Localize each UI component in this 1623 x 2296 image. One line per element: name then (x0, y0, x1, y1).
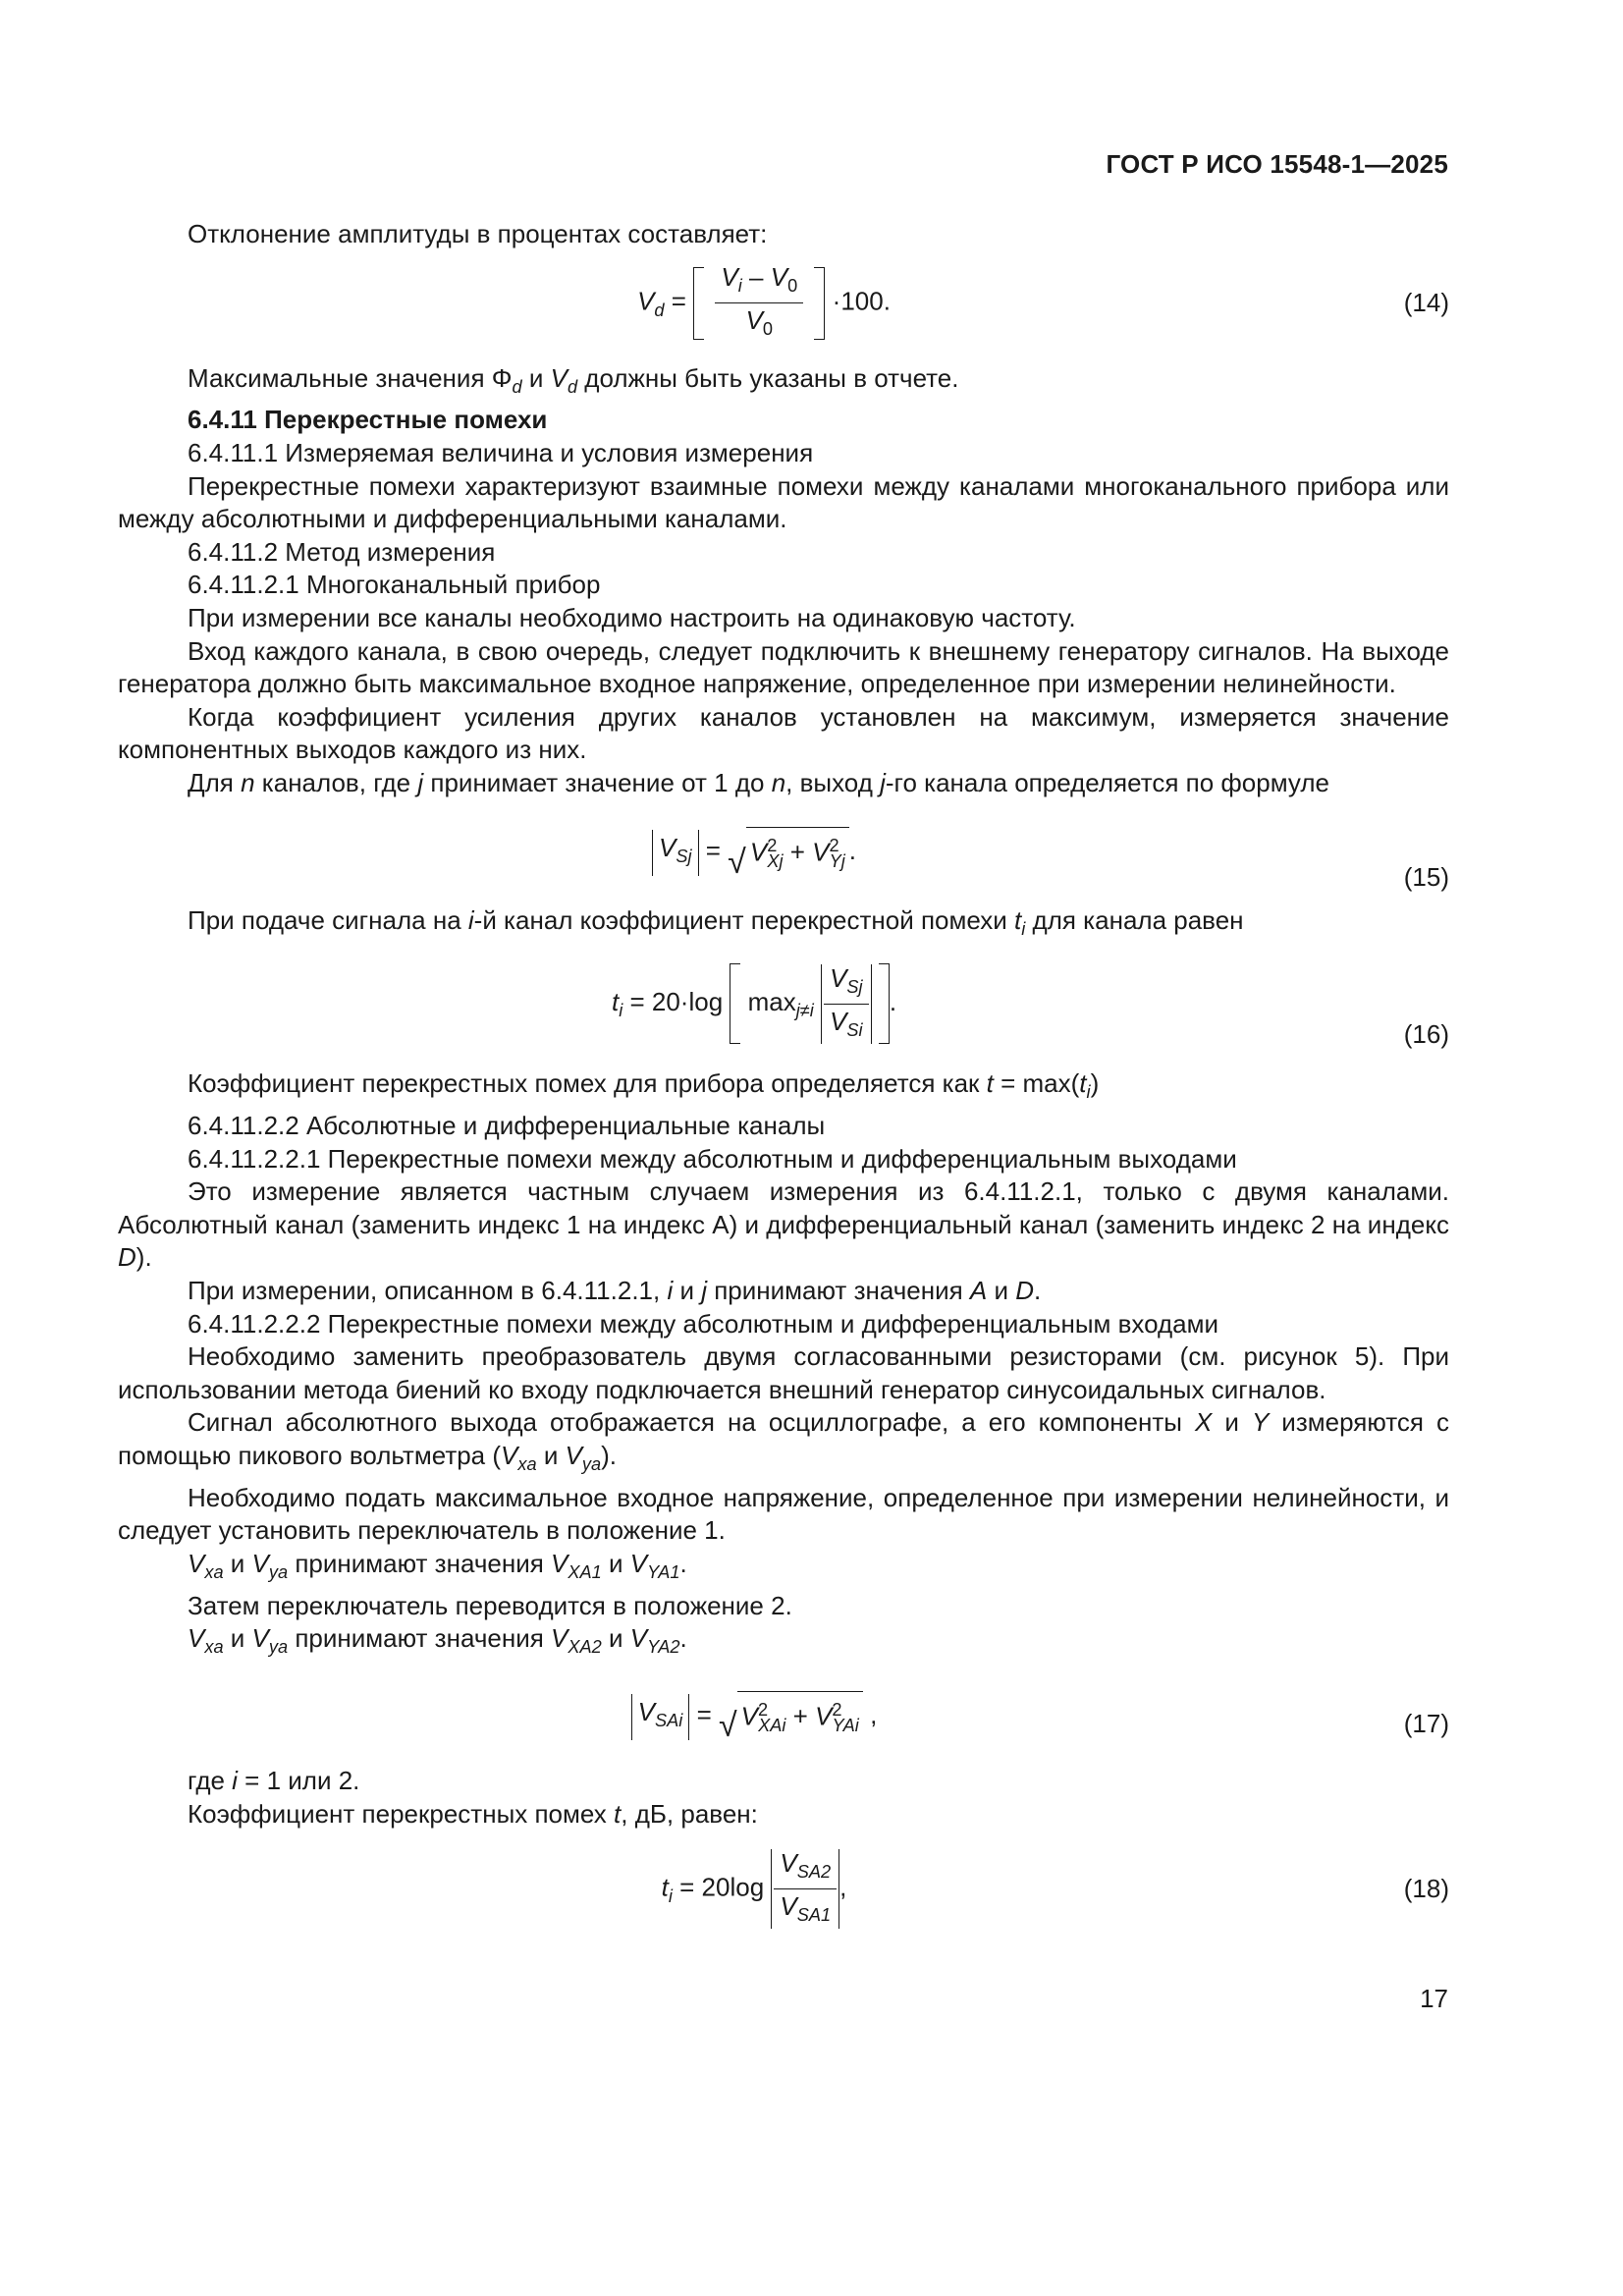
section-heading-6-4-11-2: 6.4.11.2 Метод измерения (188, 536, 496, 567)
formula-15: $V_{Sj}$ = √ $V^2_{Xj} + V^2_{Yj}$ . (15) (118, 806, 1449, 901)
formula-14-fraction: $\frac{V_i - V_0}{V_0}$ (715, 263, 803, 343)
paragraph-replace-transducer: Необходимо заменить преобразователь двумя согласованными резисторами (см. рисунок 5). При использовании метода биений ко входу подключается внешний генератор синусоидальных сигналов. (118, 1341, 1449, 1404)
page-content (118, 218, 1449, 1942)
paragraph-values-ij: При измерении, описанном в 6.4.11.2.1, i и j принимают значения A и D. (188, 1276, 1042, 1306)
paragraph-channel-input: Вход каждого канала, в свою очередь, следует подключить к внешнему генератору сигналов. На выходе генератора должно быть максимальное входное напряжение, определенное при измерении нелинейности. (118, 635, 1449, 699)
paragraph-n-channels: Для n каналов, где j принимает значение от 1 до n, выход j-го канала определяется по формуле (188, 767, 1329, 797)
section-heading-6-4-11-2-1: 6.4.11.2.1 Многоканальный прибор (188, 570, 601, 600)
equation-number-15: (15) (1403, 861, 1449, 892)
section-heading-6-4-11-2-2-1: 6.4.11.2.2.1 Перекрестные помехи между абсолютным и дифференциальным выходами (188, 1143, 1237, 1174)
equation-number-18: (18) (1403, 1873, 1449, 1903)
document-header: ГОСТ Р ИСО 15548-1—2025 (1106, 149, 1448, 179)
formula-17: $V_{SAi}$ = √ $V^2_{XAi} + V^2_{YAi}$ , (17) (118, 1672, 1449, 1761)
paragraph-crosstalk-definition: Перекрестные помехи характеризуют взаимные помехи между каналами многоканального прибора или между абсолютными и дифференциальными каналами. (118, 470, 1449, 534)
paragraph-max-values: Максимальные значения $\Phi_d$ и $V_d$ должны быть указаны в отчете. (188, 362, 959, 397)
paragraph-tune-channels: При измерении все каналы необходимо настроить на одинаковую частоту. (188, 602, 1076, 632)
paragraph-where-i: где i = 1 или 2. (188, 1766, 360, 1796)
paragraph-apply-voltage: Необходимо подать максимальное входное напряжение, определенное при измерении нелинейности, и следует установить переключатель в положение 1. (118, 1482, 1449, 1546)
equation-number-16: (16) (1403, 1019, 1449, 1050)
paragraph-special-case: Это измерение является частным случаем измерения из 6.4.11.2.1, только с двумя каналами. Абсолютный канал (заменить индекс 1 на индекс A) и дифференциальный канал (заменить индекс 2 на индекс D). (118, 1176, 1449, 1273)
paragraph-values-position-2: $V_{xa}$ и $V_{ya}$ принимают значения $V_{XA2}$ и $V_{YA2}$. (188, 1623, 687, 1658)
section-heading-6-4-11-2-2-2: 6.4.11.2.2.2 Перекрестные помехи между абсолютным и дифференциальным входами (188, 1308, 1219, 1339)
equation-number-17: (17) (1403, 1709, 1449, 1739)
paragraph-switch-position-2: Затем переключатель переводится в положение 2. (188, 1590, 792, 1620)
paragraph-values-position-1: $V_{xa}$ и $V_{ya}$ принимают значения $V_{XA1}$ и $V_{YA1}$. (188, 1548, 687, 1583)
paragraph-amplitude-deviation: Отклонение амплитуды в процентах составляет: (188, 219, 768, 248)
formula-18: $t_i = 20\log$ $\frac{V_{SA2}}{V_{SA1}}$ , (18) (118, 1834, 1449, 1942)
paragraph-coef-db: Коэффициент перекрестных помех t, дБ, равен: (188, 1798, 758, 1829)
equation-number-14: (14) (1403, 287, 1449, 317)
section-heading-6-4-11-2-2: 6.4.11.2.2 Абсолютные и дифференциальные каналы (188, 1111, 826, 1141)
paragraph-oscilloscope: Сигнал абсолютного выхода отображается на осциллографе, а его компоненты X и Y измеряются с помощью пикового вольтметра ($V_{xa}$ и $V_{ya}$). (118, 1407, 1449, 1475)
paragraph-gain: Когда коэффициент усиления других каналов установлен на максимум, измеряется значение компонентных выходов каждого из них. (118, 701, 1449, 765)
section-heading-6-4-11: 6.4.11 Перекрестные помехи (188, 405, 548, 435)
formula-14: $V_d$ = $\frac{V_i - V_0}{V_0}$ ·100. (14) (118, 254, 1449, 353)
formula-16: $t_i = 20\cdot\log$ $\max_{j\ne i}$ $\frac{V_{Sj}}{V_{Si}}$ . (16) (118, 950, 1449, 1058)
page-number: 17 (1420, 1984, 1448, 2013)
paragraph-signal-i: При подаче сигнала на i-й канал коэффициент перекрестной помехи $t_i$ для канала равен (188, 904, 1244, 939)
paragraph-device-coef: Коэффициент перекрестных помех для прибора определяется как $t = \max(t_i)$ (188, 1068, 1100, 1103)
section-heading-6-4-11-1: 6.4.11.1 Измеряемая величина и условия измерения (188, 437, 814, 467)
